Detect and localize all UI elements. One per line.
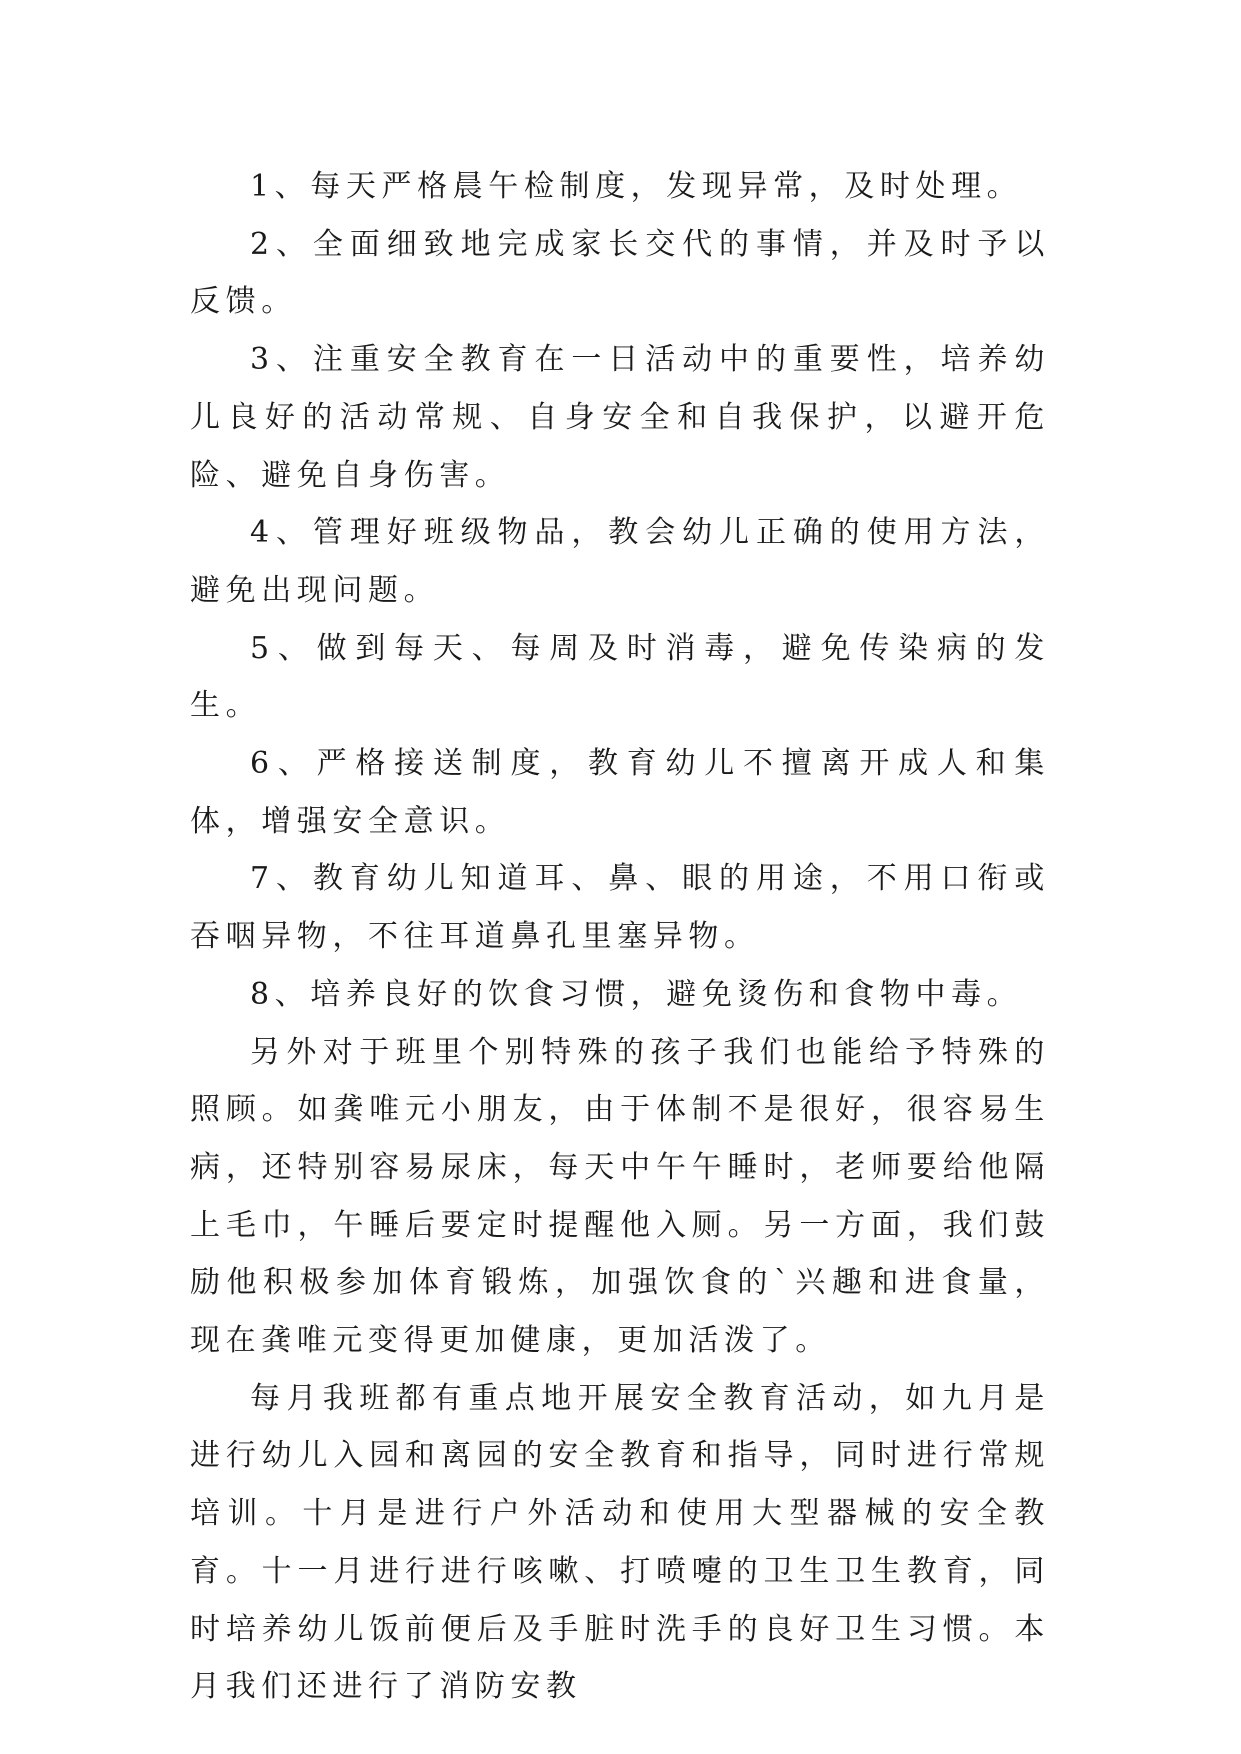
paragraph-item-7: 7、教育幼儿知道耳、鼻、眼的用途，不用口衔或吞咽异物，不往耳道鼻孔里塞异物。	[190, 861, 1050, 955]
document-body	[190, 158, 1050, 1716]
paragraph-item-6: 6、严格接送制度，教育幼儿不擅离开成人和集体，增强安全意识。	[190, 746, 1050, 839]
paragraph-item-5: 5、做到每天、每周及时消毒，避免传染病的发生。	[190, 630, 1050, 724]
paragraph-monthly-activities: 每月我班都有重点地开展安全教育活动，如九月是进行幼儿入园和离园的安全教育和指导，同时进行常规培训。十月是进行户外活动和使用大型器械的安全教育。十一月进行进行咳嗽、打喷嚏的卫生卫生教育，同时培养幼儿饭前便后及手脏时洗手的良好卫生习惯。本月我们还进行了消防安教	[190, 1380, 1050, 1705]
paragraph-item-8: 8、培养良好的饮食习惯，避免烫伤和食物中毒。	[250, 976, 1023, 1012]
paragraph-special-care: 另外对于班里个别特殊的孩子我们也能给予特殊的照顾。如龚唯元小朋友，由于体制不是很好，很容易生病，还特别容易尿床，每天中午午睡时，老师要给他隔上毛巾，午睡后要定时提醒他入厕。另一方面，我们鼓励他积极参加体育锻炼，加强饮食的`兴趣和进食量，现在龚唯元变得更加健康，更加活泼了。	[190, 1034, 1050, 1359]
paragraph-item-2: 2、全面细致地完成家长交代的事情，并及时予以反馈。	[190, 226, 1050, 320]
paragraph-item-3: 3、注重安全教育在一日活动中的重要性，培养幼儿良好的活动常规、自身安全和自我保护，以避开危险、避免自身伤害。	[190, 342, 1050, 493]
paragraph-item-4: 4、管理好班级物品，教会幼儿正确的使用方法，避免出现问题。	[190, 515, 1050, 608]
paragraph-item-1: 1、每天严格晨午检制度，发现异常，及时处理。	[250, 169, 1023, 204]
